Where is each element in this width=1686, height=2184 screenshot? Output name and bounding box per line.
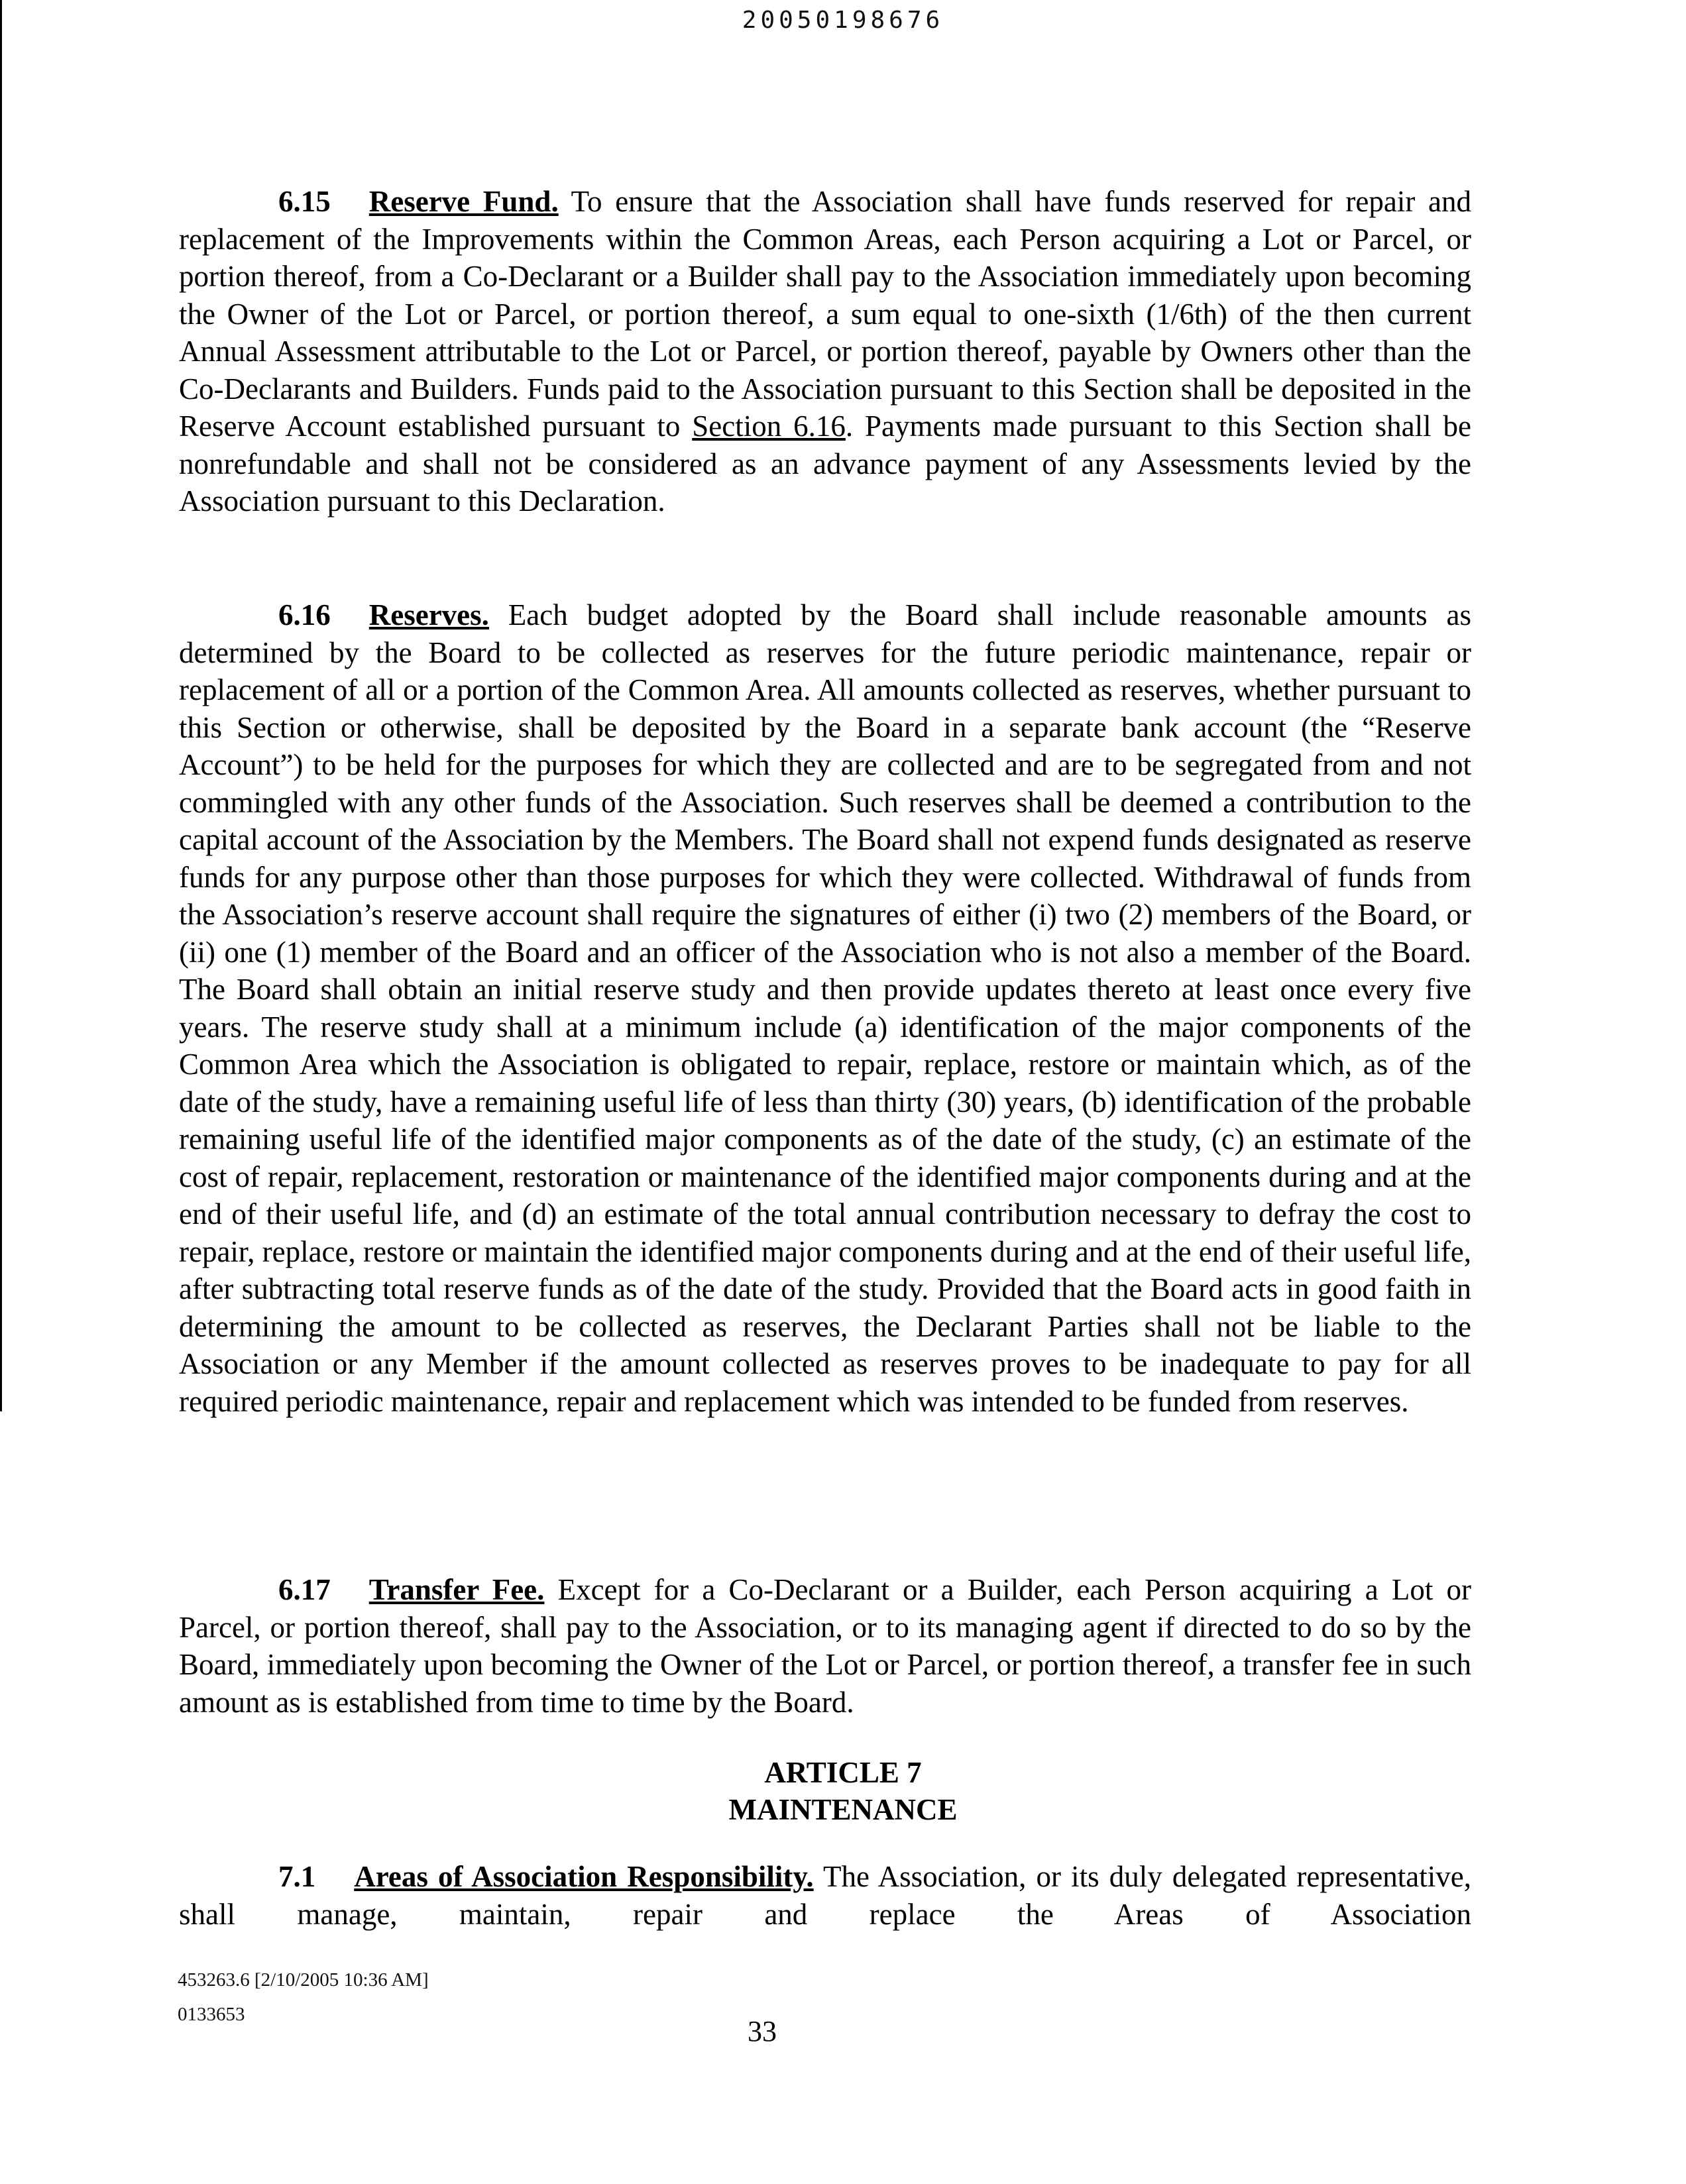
section-title: Reserves.	[368, 598, 489, 631]
article-title: MAINTENANCE	[728, 1793, 958, 1826]
section-number: 6.15	[278, 185, 331, 218]
section-number: 6.16	[278, 598, 331, 631]
section-title: Reserve Fund.	[368, 185, 559, 218]
section-6-15	[179, 183, 1471, 520]
section-cross-reference: Section 6.16	[692, 410, 846, 443]
document-number: 20050198676	[742, 7, 944, 34]
section-number: 7.1	[278, 1860, 316, 1893]
section-text: Each budget adopted by the Board shall include reasonable amounts as determined by the Board to be collected as reserves for the future periodic maintenance, repair or replacement of all or a portion of the Common Area. All amounts collected as reserves, whether pursuant to this Section or otherwise, shall be deposited by the Board in a separate bank account (the “Reserve Account”) to be held for the purposes for which they are collected and are to be segregated from and not commingled with any other funds of the Association. Such reserves shall be deemed a contribution to the capital account of the Association by the Members. The Board shall not expend funds designated as reserve funds for any purpose other than those purposes for which they were collected. Withdrawal of funds from the Association’s reserve account shall require the signatures of either (i) two (2) members of the Board, or (ii) one (1) member of the Board and an officer of the Association who is not also a member of the Board. The Board shall obtain an initial reserve study and then provide updates thereto at least once every five years. The reserve study shall at a minimum include (a) identification of the major components of the Common Area which the Association is obligated to repair, replace, restore or maintain which, as of the date of the study, have a remaining useful life of less than thirty (30) years, (b) identification of the probable remaining useful life of the identified major components as of the date of the study, (c) an estimate of the cost of repair, replacement, restoration or maintenance of the identified major components during and at the end of their useful life, and (d) an estimate of the total annual contribution necessary to defray the cost to repair, replace, restore or maintain the identified major components during and at the end of their useful life, after subtracting total reserve funds as of the date of the study. Provided that the Board acts in good faith in determining the amount to be collected as reserves, the Declarant Parties shall not be liable to the Association or any Member if the amount collected as reserves proves to be inadequate to pay for all required periodic maintenance, repair and replacement which was intended to be funded from reserves.	[179, 598, 1471, 1418]
section-text: The Association, or its duly delegated representative, shall manage, maintain, repair and replace the Areas of Association	[179, 1860, 1472, 1931]
footer-doc-reference: 453263.6 [2/10/2005 10:36 AM]	[178, 1969, 429, 1991]
section-6-17	[179, 1571, 1471, 1721]
section-text: To ensure that the Association shall have funds reserved for repair and replacement of the Improvements within the Common Areas, each Person acquiring a Lot or Parcel, or portion thereof, from a Co-Declarant or a Builder shall pay to the Association immediately upon becoming the Owner of the Lot or Parcel, or portion thereof, a sum equal to one-sixth (1/6th) of the then current Annual Assessment attributable to the Lot or Parcel, or portion thereof, payable by Owners other than the Co-Declarants and Builders. Funds paid to the Association pursuant to this Section shall be deposited in the Reserve Account established pursuant to	[179, 185, 1472, 443]
page-number: 33	[748, 2015, 777, 2048]
section-text: Except for a Co-Declarant or a Builder, each Person acquiring a Lot or Parcel, or portion thereof, shall pay to the Association, or to its managing agent if directed to do so by the Board, immediately upon becoming the Owner of the Lot or Parcel, or portion thereof, a transfer fee in such amount as is established from time to time by the Board.	[179, 1573, 1471, 1719]
section-7-1	[179, 1858, 1471, 1933]
footer-client-number: 0133653	[178, 2004, 245, 2025]
article-heading: ARTICLE 7	[764, 1756, 922, 1789]
section-6-16	[179, 596, 1471, 1420]
section-text-continued: . Payments made pursuant to this Section shall be nonrefundable and shall not be considered as an advance payment of any Assessments levied by the Association pursuant to this Declaration.	[179, 410, 1472, 518]
section-title: Transfer Fee.	[368, 1573, 545, 1606]
section-title: Areas of Association Responsibility.	[354, 1860, 814, 1893]
scan-edge-line	[0, 0, 2, 1411]
section-number: 6.17	[278, 1573, 331, 1606]
